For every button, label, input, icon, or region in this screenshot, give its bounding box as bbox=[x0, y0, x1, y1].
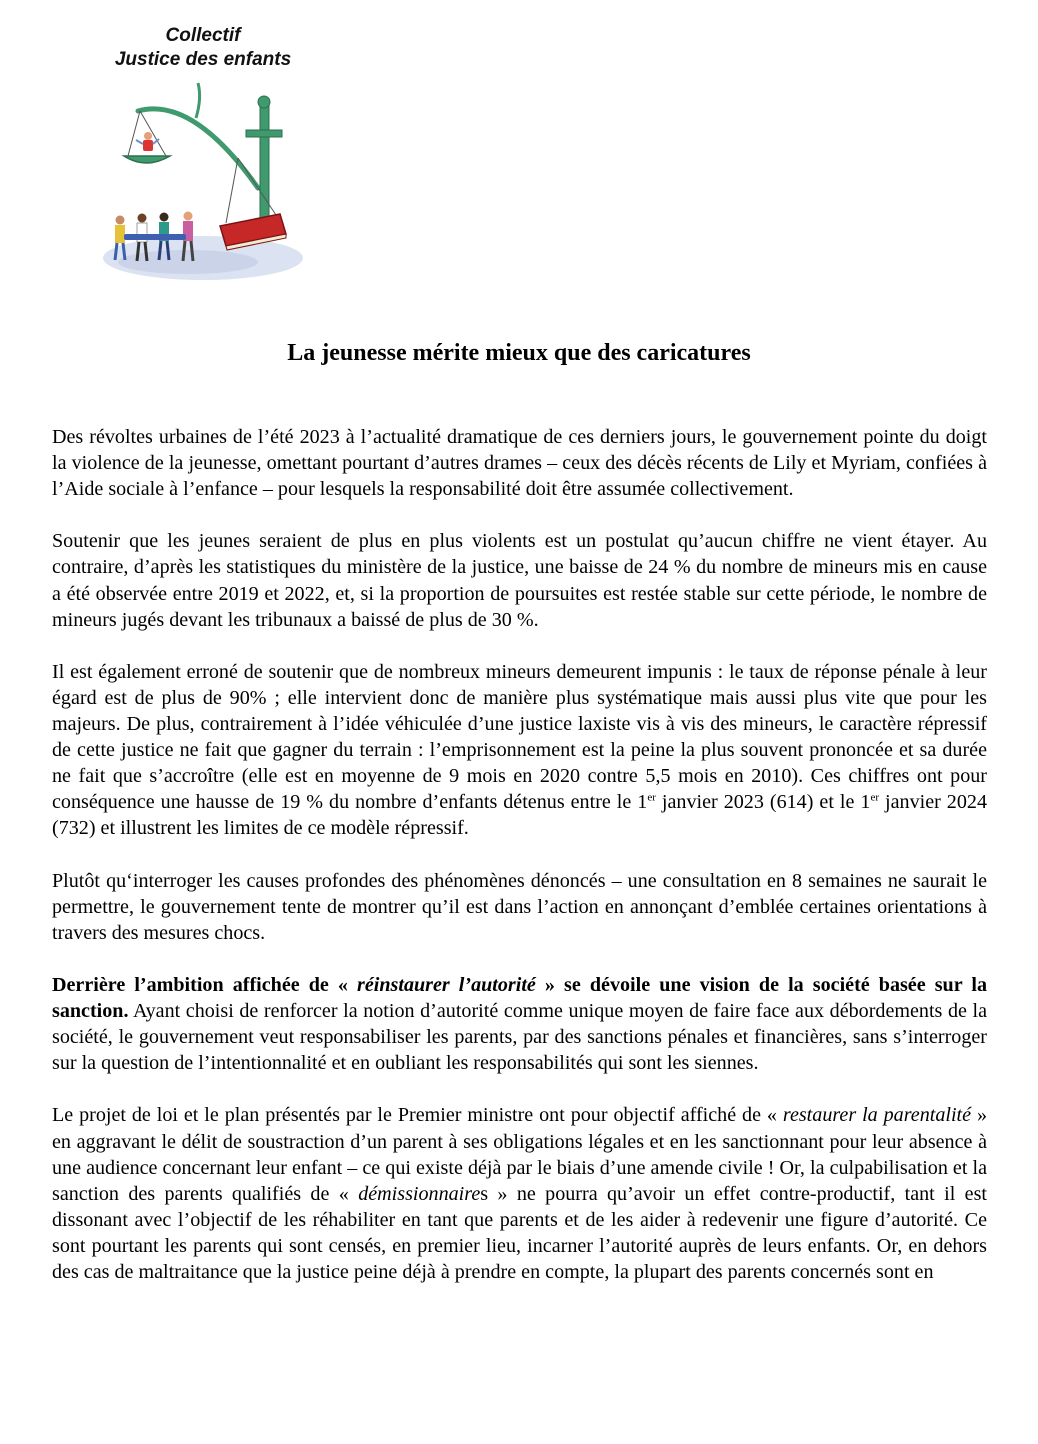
paragraph-2: Soutenir que les jeunes seraient de plus en plus violents est un postulat qu’aucun chiffre ne vient étayer. Au contraire, d’après les statistiques du ministère de la justice, une baisse de 24 % du nombre de mineurs mis en cause a été observée entre 2019 et 2022, et, si la proportion de poursuites est restée stable sur cette période, le nombre de mineurs jugés devant les tribunaux a baissé de plus de 30 %. bbox=[52, 530, 987, 631]
paragraph-6: Le projet de loi et le plan présentés par le Premier ministre ont pour objectif affiché de « restaurer la parentalité » en aggravant le délit de soustraction d’un parent à ses obligations légales et en les sanctionnant pour leur absence à une audience concernant leur enfant – ce qui existe déjà par le biais d’une amende civile ! Or, la culpabilisation et la sanction des parents qualifiés de « démissionnaires » ne pourra qu’avoir un effet contre-productif, tant il est dissonant avec l’objectif de les réhabiliter en tant que parents et de les aider à redevenir une figure d’autorité. Ce sont pourtant les parents qui sont censés, en premier lieu, incarner l’autorité auprès de leurs enfants. Or, en dehors des cas de maltraitance que la justice peine déjà à prendre en compte, la plupart des parents concernés sont en bbox=[52, 1104, 988, 1283]
article-body bbox=[52, 424, 987, 1311]
paragraph-5: Derrière l’ambition affichée de « réinstaurer l’autorité » se dévoile une vision de la société basée sur la sanction. Ayant choisi de renforcer la notion d’autorité comme unique moyen de faire face aux débordements de la société, le gouvernement veut responsabiliser les parents, par des sanctions pénales et financières, sans s’interroger sur la question de l’intentionnalité et en oubliant les responsabilités qui sont les siennes. bbox=[52, 973, 987, 1075]
superscript-er: er bbox=[647, 791, 656, 804]
article-title: La jeunesse mérite mieux que des caricatures bbox=[287, 340, 751, 366]
org-line-2: Justice des enfants bbox=[114, 49, 292, 70]
org-line-1: Collectif bbox=[165, 25, 241, 46]
superscript-er: er bbox=[870, 791, 880, 804]
paragraph-1: Des révoltes urbaines de l’été 2023 à l’actualité dramatique de ces derniers jours, le gouvernement pointe du doigt la violence de la jeunesse, omettant pourtant d’autres drames – ceux des décès récents de Lily et Myriam, confiées à l’Aide sociale à l’enfance – pour lesquels la responsabilité doit être assumée collectivement. bbox=[52, 426, 987, 501]
paragraph-3: Il est également erroné de soutenir que de nombreux mineurs demeurent impunis : le taux de réponse pénale à leur égard est de plus de 90% ; elle intervient donc de manière plus systématique mais aussi plus vite que pour les majeurs. De plus, contrairement à l’idée véhiculée d’une justice laxiste vis à vis des mineurs, le caractère répressif de cette justice ne fait que gagner du terrain : l’emprisonnement est la peine la plus souvent prononcée et sa durée ne fait que s’accroître (elle est en moyenne de 9 mois en 2020 contre 5,5 mois en 2010). Ces chiffres ont pour conséquence une hausse de 19 % du nombre d’enfants détenus entre le 1er janvier 2023 (614) et le 1er janvier 2024 (732) et illustrent les limites de ce modèle répressif. bbox=[52, 660, 987, 840]
sword-blade bbox=[260, 106, 269, 226]
paragraph-4: Plutôt qu‘interroger les causes profondes des phénomènes dénoncés – une consultation en 8 semaines ne saurait le permettre, le gouvernement tente de montrer qu’il est dans l’action en annonçant d’emblée certaines orientations à travers des mesures chocs. bbox=[52, 869, 987, 944]
balance-beam bbox=[138, 109, 258, 188]
organization-name bbox=[98, 24, 308, 72]
left-pan bbox=[124, 156, 170, 163]
justice-scales-logo bbox=[98, 78, 313, 288]
